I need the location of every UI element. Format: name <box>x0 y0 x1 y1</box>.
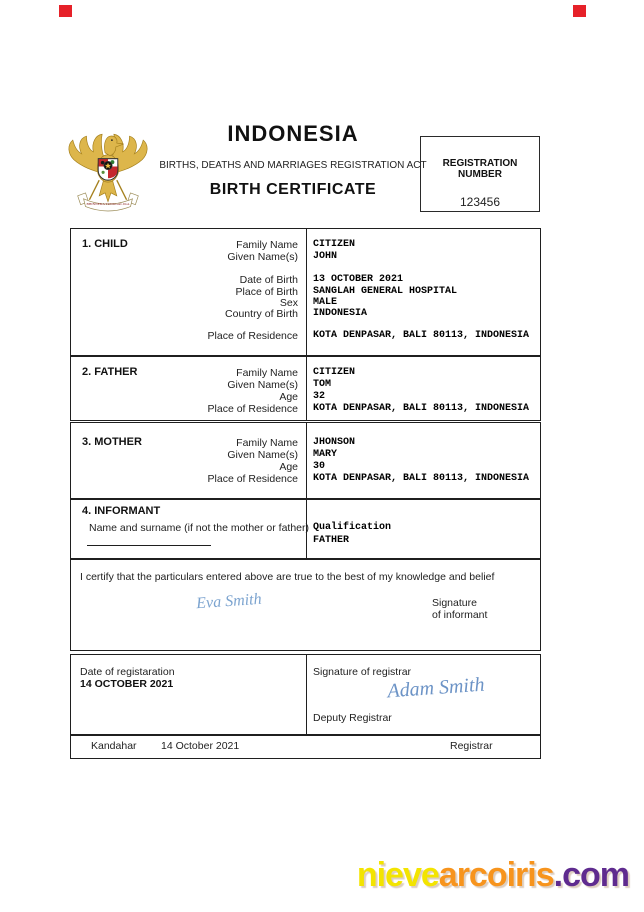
document-title: BIRTH CERTIFICATE <box>209 181 377 198</box>
field-value: INDONESIA <box>313 308 368 319</box>
field-value: JOHN <box>313 251 338 262</box>
watermark-part-3: .com <box>553 856 629 894</box>
section-title: 3. MOTHER <box>82 436 142 448</box>
field-value: CITIZEN <box>313 367 356 378</box>
qualification-value: FATHER <box>313 535 350 546</box>
field-value: 30 <box>313 461 326 472</box>
field-label: Date of Birth <box>239 274 298 286</box>
column-divider <box>306 655 307 735</box>
field-label: Family Name <box>236 239 298 251</box>
registrar-title: Deputy Registrar <box>313 712 392 724</box>
section-certification <box>70 559 541 651</box>
field-value: SANGLAH GENERAL HOSPITAL <box>313 286 458 297</box>
column-divider <box>306 229 307 355</box>
field-label: Place of Birth <box>235 286 298 298</box>
field-label: Family Name <box>236 367 298 379</box>
field-value: 13 OCTOBER 2021 <box>313 274 404 285</box>
section-registrar <box>70 654 541 736</box>
field-label: Given Name(s) <box>227 251 298 263</box>
header <box>147 121 439 199</box>
column-divider <box>306 423 307 498</box>
emblem-motto-text: BHINNEKA TUNGGAL IKA <box>86 202 130 207</box>
signature-label: of informant <box>432 609 488 621</box>
field-label: Given Name(s) <box>227 449 298 461</box>
registration-number-box <box>420 136 540 212</box>
name-blank-line <box>87 545 211 546</box>
section-informant <box>70 499 541 559</box>
footer-date: 14 October 2021 <box>161 740 240 752</box>
country-title: INDONESIA <box>227 121 359 146</box>
signature-label: Signature <box>432 597 477 609</box>
registration-date-label: Date of registaration <box>80 666 175 678</box>
column-divider <box>306 357 307 420</box>
field-value: 32 <box>313 391 326 402</box>
red-registration-mark-left <box>59 5 72 17</box>
registration-number-value: 123456 <box>459 195 501 209</box>
section-footer <box>70 734 541 759</box>
field-label: Family Name <box>236 437 298 449</box>
footer-role: Registrar <box>450 740 493 752</box>
registrar-signature-label: Signature of registrar <box>313 666 412 678</box>
section-title: 2. FATHER <box>82 366 138 378</box>
informant-name-label: Name and surname (if not the mother or father) <box>89 522 310 534</box>
field-label: Age <box>279 461 298 473</box>
certification-statement: I certify that the particulars entered above are true to the best of my knowledge and belief <box>80 571 495 583</box>
footer-place: Kandahar <box>91 740 137 752</box>
garuda-pancasila-emblem <box>64 119 152 214</box>
qualification-label: Qualification <box>313 522 392 533</box>
watermark-part-2: arcoiris <box>438 856 554 894</box>
informant-signature: Eva Smith <box>195 590 263 613</box>
field-label: Place of Residence <box>207 403 298 415</box>
field-value: CITIZEN <box>313 239 356 250</box>
field-value: TOM <box>313 379 332 390</box>
registration-date-value: 14 OCTOBER 2021 <box>80 678 174 690</box>
registration-number-label: REGISTRATION NUMBER <box>442 158 518 180</box>
act-subtitle: BIRTHS, DEATHS AND MARRIAGES REGISTRATION ACT <box>159 160 427 171</box>
field-value: KOTA DENPASAR, BALI 80113, INDONESIA <box>313 330 530 341</box>
section-father <box>70 356 541 421</box>
field-value: KOTA DENPASAR, BALI 80113, INDONESIA <box>313 473 530 484</box>
field-value: MALE <box>313 297 338 308</box>
field-label: Place of Residence <box>207 473 298 485</box>
field-label: Country of Birth <box>225 308 298 320</box>
field-value: MARY <box>313 449 338 460</box>
field-value: KOTA DENPASAR, BALI 80113, INDONESIA <box>313 403 530 414</box>
field-label: Given Name(s) <box>227 379 298 391</box>
field-label: Sex <box>279 297 298 309</box>
section-mother <box>70 422 541 499</box>
section-child <box>70 228 541 356</box>
registrar-signature: Adam Smith <box>386 673 486 703</box>
field-label: Place of Residence <box>207 330 298 342</box>
section-title: 4. INFORMANT <box>82 505 161 517</box>
site-watermark <box>357 856 629 895</box>
watermark-part-1: nieve <box>356 856 439 894</box>
red-registration-mark-right <box>573 5 586 17</box>
section-title: 1. CHILD <box>82 238 128 250</box>
field-label: Age <box>279 391 298 403</box>
field-value: JHONSON <box>313 437 356 448</box>
